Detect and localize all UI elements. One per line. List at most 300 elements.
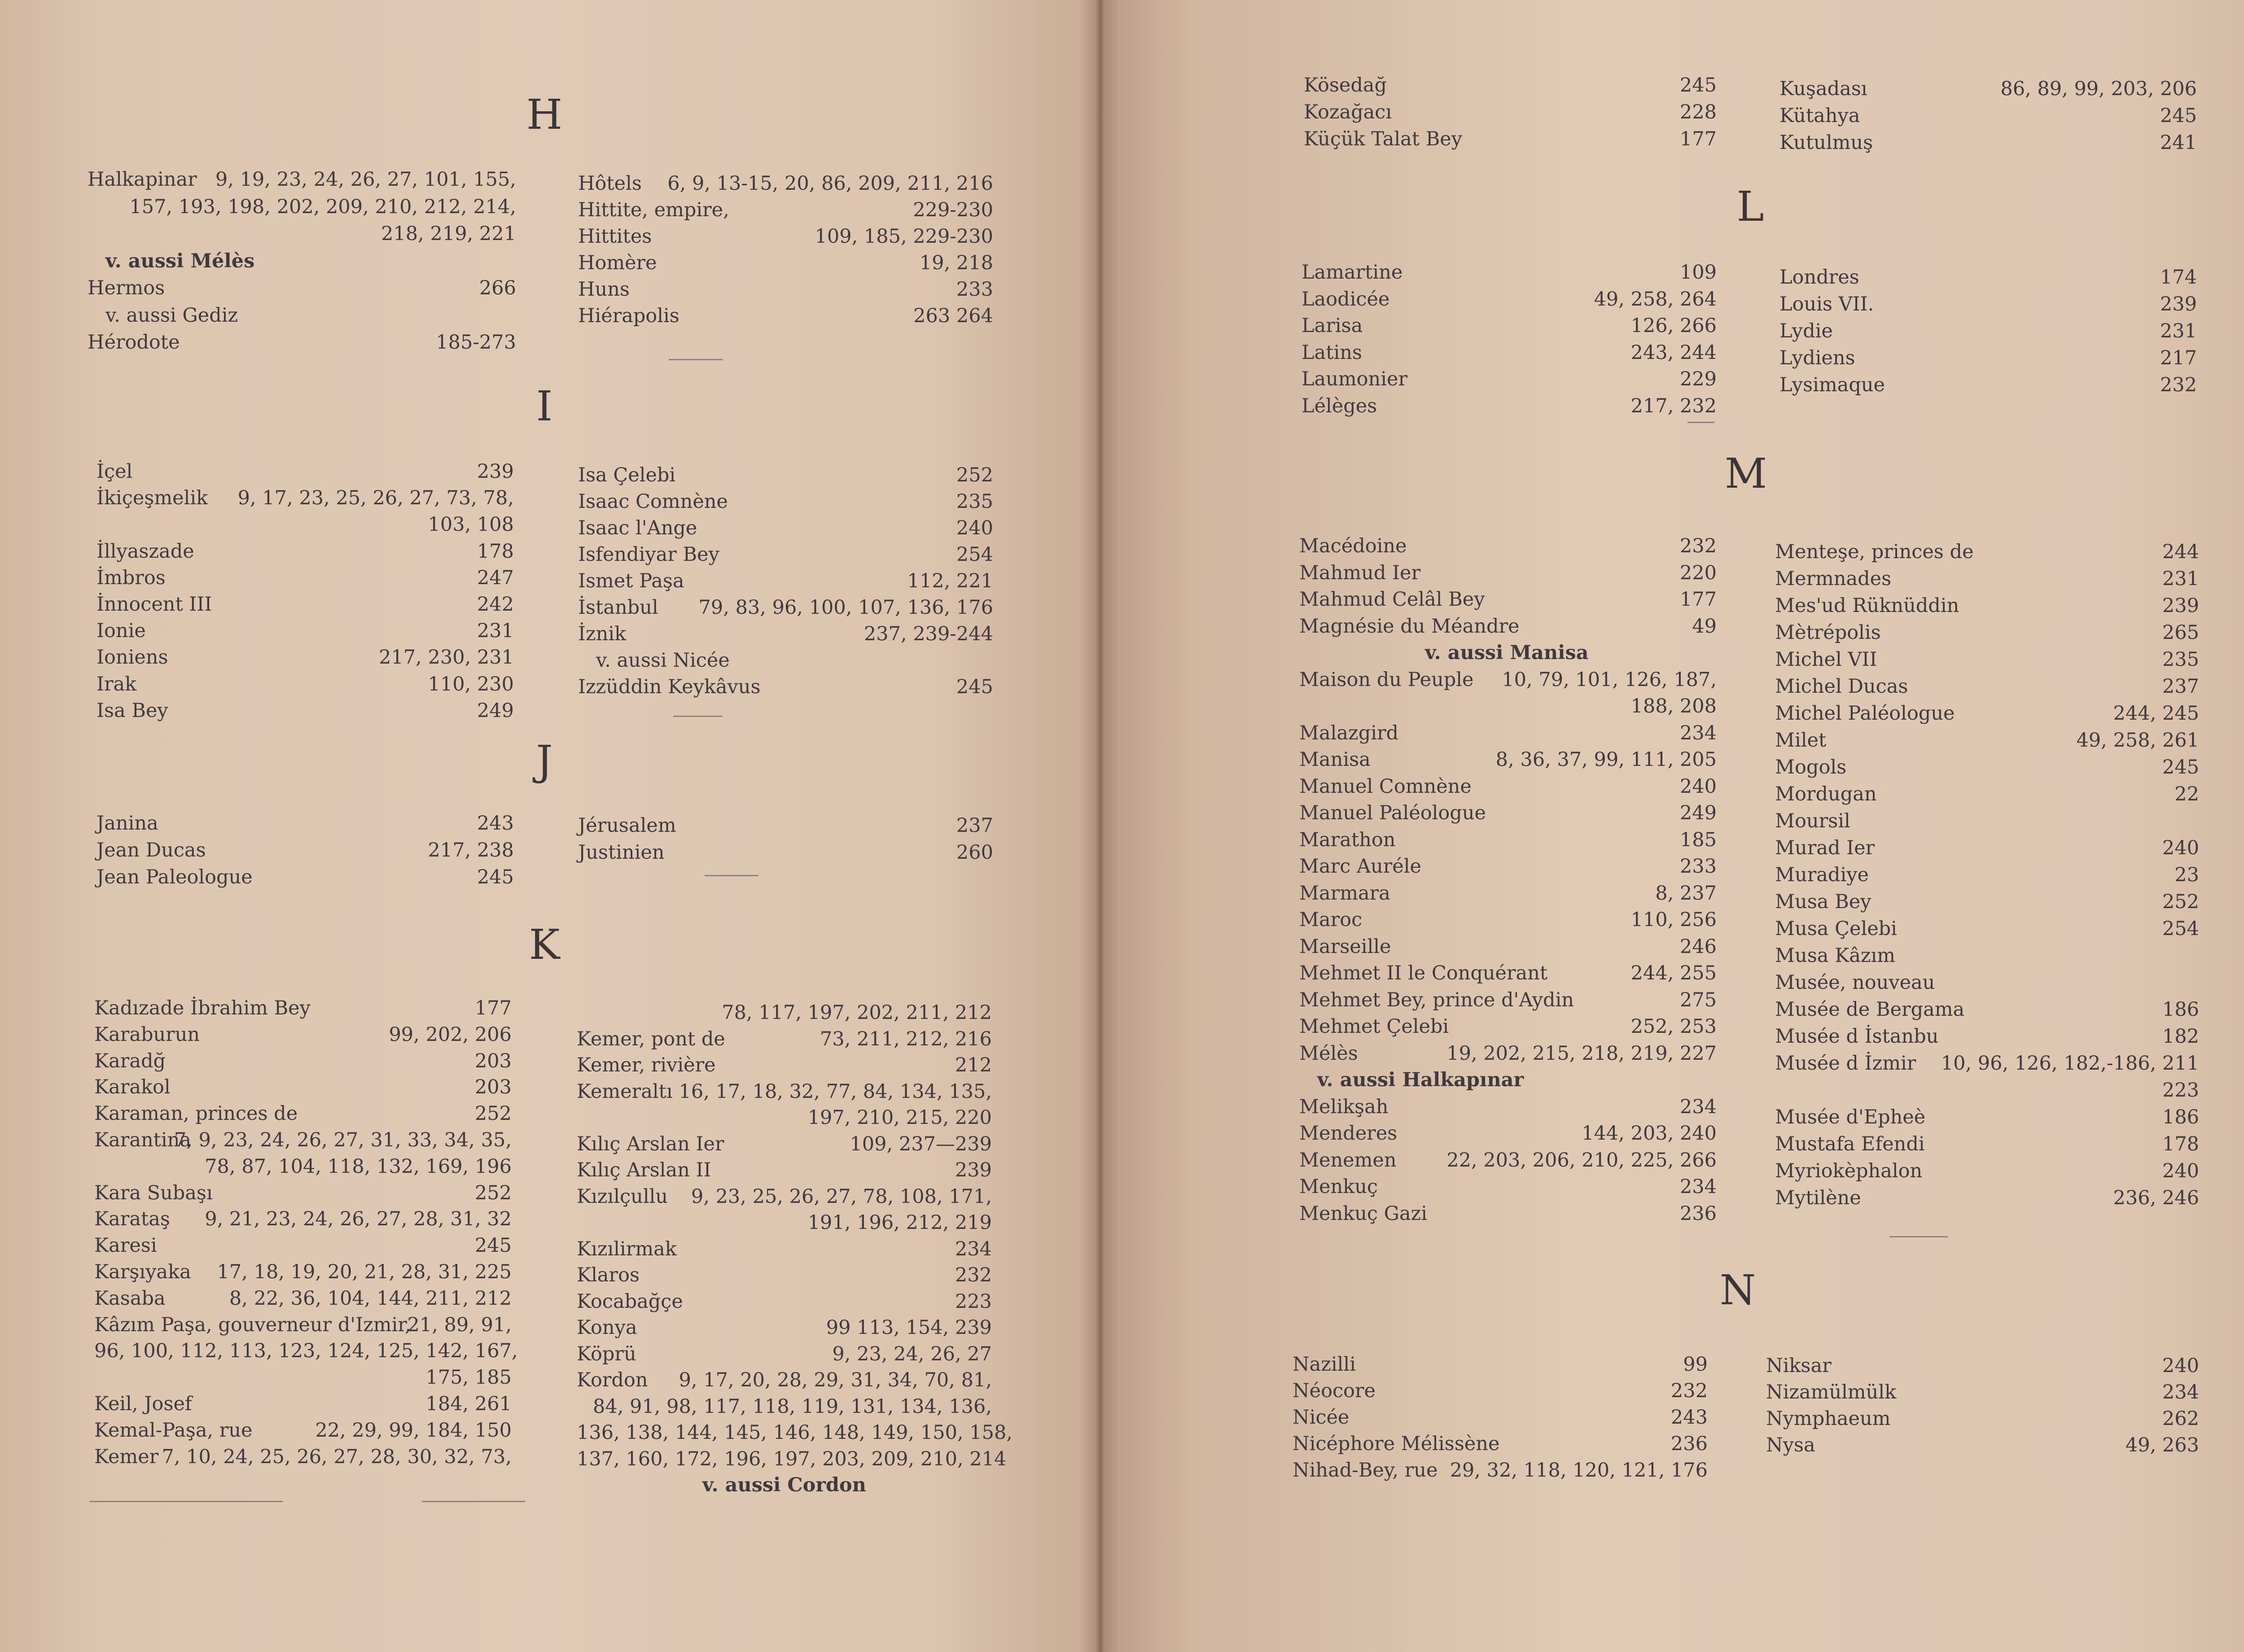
entry-name: Kocabağçe (577, 1290, 683, 1313)
index-entry (1779, 264, 2197, 291)
entry-page-refs: 9, 21, 23, 24, 26, 27, 28, 31, 32 (205, 1208, 512, 1231)
entry-page-refs: 223 (2162, 1079, 2199, 1101)
entry-name: Myriokèphalon (1775, 1160, 1923, 1182)
entry-page-refs: 9, 23, 24, 26, 27 (832, 1342, 992, 1365)
entry-page-refs: 244, 255 (1630, 962, 1717, 984)
entry-name: İmbros (96, 566, 166, 589)
index-entry (577, 1315, 992, 1341)
entry-page-refs: 239 (477, 460, 514, 483)
entry-name: Musée d İzmir (1775, 1052, 1916, 1075)
index-entry (1299, 560, 1717, 587)
index-entry (1775, 1184, 2199, 1211)
entry-page-refs: 240 (956, 517, 993, 539)
entry-name: Mermnades (1775, 568, 1892, 590)
entry-page-refs: 178 (2162, 1133, 2199, 1155)
entry-name: Isa Bey (96, 699, 168, 722)
entry-name: Irak (96, 673, 137, 695)
index-entry (1299, 586, 1717, 613)
index-entry (1775, 808, 2199, 835)
index-column-n-col1 (1293, 1351, 1708, 1484)
entry-page-refs: 10, 79, 101, 126, 187, (1502, 668, 1717, 691)
index-entry (88, 166, 516, 193)
entry-name: Hittite, empire, (578, 199, 729, 221)
entry-page-refs: 234 (1679, 1176, 1717, 1198)
index-entry (1299, 1067, 1717, 1094)
entry-name: Mordugan (1775, 783, 1877, 805)
entry-page-refs: 252 (2162, 891, 2199, 913)
index-entry (94, 1022, 512, 1048)
entry-page-refs: 217, 238 (428, 839, 514, 861)
index-entry (1299, 880, 1717, 907)
entry-name: Kılıç Arslan Ier (577, 1132, 724, 1155)
index-entry (577, 1052, 992, 1079)
entry-page-refs: 109, 237—239 (850, 1132, 992, 1155)
index-entry (1775, 1077, 2199, 1104)
index-entry (578, 674, 993, 700)
entry-name: Maroc (1299, 909, 1363, 931)
section-letter-l: L (1736, 183, 1764, 231)
entry-page-refs: 235 (2162, 648, 2199, 671)
entry-name: Kuşadası (1779, 78, 1867, 100)
index-entry (1775, 1050, 2199, 1077)
index-entry (1775, 942, 2199, 969)
entry-page-refs: 237, 239-244 (863, 623, 993, 645)
entry-page-refs: 232 (2160, 374, 2197, 396)
entry-page-refs: 99 113, 154, 239 (826, 1316, 992, 1339)
index-column-k2-col1 (1304, 72, 1717, 153)
entry-name: İstanbul (578, 596, 658, 619)
entry-name: Mahmud Celâl Bey (1299, 588, 1485, 611)
entry-page-refs: 242 (477, 593, 514, 616)
index-entry (1775, 1158, 2199, 1184)
entry-name: Isaac l'Ange (578, 517, 697, 539)
entry-name: Manisa (1299, 748, 1371, 771)
index-entry (577, 1367, 992, 1394)
entry-page-refs: 79, 83, 96, 100, 107, 136, 176 (698, 596, 993, 619)
entry-page-refs: 126, 266 (1630, 315, 1717, 337)
entry-page-refs: 9, 17, 23, 25, 26, 27, 73, 78, (237, 487, 514, 510)
index-entry (1299, 987, 1717, 1014)
index-entry (1302, 366, 1717, 393)
index-column-i-col2 (578, 462, 993, 700)
entry-name: Milet (1775, 729, 1827, 752)
entry-page-refs: 218, 219, 221 (381, 223, 516, 245)
index-column-m-col2 (1775, 538, 2199, 1211)
index-entry (1293, 1431, 1708, 1457)
entry-name: Karaburun (94, 1023, 200, 1046)
index-entry (1779, 318, 2197, 345)
entry-page-refs: 217 (2160, 347, 2197, 369)
entry-page-refs: 136, 138, 144, 145, 146, 148, 149, 150, 158, (577, 1421, 1013, 1444)
index-entry (96, 864, 514, 891)
entry-page-refs: 233 (1679, 855, 1717, 878)
entry-name: Jean Paleologue (96, 866, 253, 888)
entry-name: Louis VII. (1779, 293, 1874, 315)
index-entry (578, 170, 993, 197)
entry-name: Hiérapolis (578, 305, 679, 327)
entry-name: İçel (96, 460, 133, 483)
entry-page-refs: 243 (1670, 1406, 1708, 1429)
entry-page-refs: 184, 261 (425, 1392, 512, 1415)
entry-page-refs: 49, 263 (2125, 1434, 2199, 1456)
entry-page-refs: 239 (955, 1159, 992, 1181)
entry-page-refs: 110, 256 (1630, 909, 1717, 931)
entry-page-refs: 254 (2162, 918, 2199, 940)
index-entry (94, 1312, 512, 1338)
entry-name: Mehmet Bey, prince d'Aydin (1299, 988, 1574, 1011)
entry-page-refs: 197, 210, 215, 220 (807, 1106, 992, 1129)
index-entry (1299, 747, 1717, 774)
index-entry (1766, 1432, 2199, 1459)
index-column-k2-col2 (1779, 75, 2197, 156)
cross-reference: v. aussi Manisa (1425, 642, 1589, 664)
index-entry (578, 223, 993, 250)
entry-name: Nihad-Bey, rue (1293, 1459, 1438, 1482)
index-entry (577, 1262, 992, 1289)
entry-page-refs: 252 (474, 1102, 512, 1125)
entry-name: Manuel Paléologue (1299, 802, 1486, 824)
entry-page-refs: 112, 221 (907, 570, 993, 592)
entry-page-refs: 185 (1679, 828, 1717, 851)
index-entry (96, 511, 514, 538)
entry-name: Mehmet Çelebi (1299, 1015, 1449, 1038)
entry-page-refs: 234 (1679, 1095, 1717, 1118)
index-entry (96, 459, 514, 485)
entry-name: Musée de Bergama (1775, 998, 1965, 1021)
index-entry (94, 1048, 512, 1075)
entry-page-refs: 252 (956, 464, 993, 486)
entry-page-refs: 110, 230 (428, 673, 514, 695)
index-entry (1299, 613, 1717, 640)
index-entry (94, 1417, 512, 1444)
entry-page-refs: 96, 100, 112, 113, 123, 124, 125, 142, 167, (94, 1340, 518, 1363)
index-column-h-col2 (578, 170, 993, 329)
entry-page-refs: 266 (479, 277, 516, 299)
entry-name: Latins (1302, 341, 1362, 364)
index-entry (88, 302, 516, 329)
entry-page-refs: 234 (955, 1237, 992, 1260)
entry-page-refs: 7, 10, 24, 25, 26, 27, 28, 30, 32, 73, (162, 1445, 512, 1468)
entry-page-refs: 245 (2160, 105, 2197, 127)
index-entry (1299, 853, 1717, 880)
index-entry (1299, 1201, 1717, 1228)
entry-name: Nizamülmülk (1766, 1381, 1897, 1403)
index-entry (1775, 700, 2199, 727)
entry-name: Ioniens (96, 646, 168, 669)
entry-name: Mes'ud Rüknüddin (1775, 594, 1959, 617)
index-entry (578, 197, 993, 223)
entry-name: Michel VII (1775, 648, 1877, 671)
entry-page-refs: 188, 208 (1630, 695, 1717, 717)
entry-name: Lydiens (1779, 347, 1855, 369)
entry-name: Ionie (96, 620, 146, 642)
entry-name: Kara Subaşı (94, 1181, 213, 1204)
index-entry (1304, 126, 1717, 153)
entry-name: Küçük Talat Bey (1304, 128, 1463, 150)
entry-name: Menderes (1299, 1122, 1398, 1145)
entry-page-refs: 236 (1679, 1202, 1717, 1225)
index-entry (1779, 102, 2197, 129)
index-entry (96, 671, 514, 698)
entry-name: Mètrépolis (1775, 621, 1881, 644)
index-entry (578, 489, 993, 515)
index-entry (578, 568, 993, 594)
book-gutter (1079, 0, 1120, 1652)
entry-page-refs: 103, 108 (428, 513, 514, 536)
entry-name: Maison du Peuple (1299, 668, 1474, 691)
index-column-j-col2 (578, 812, 993, 866)
index-entry (578, 276, 993, 303)
index-entry (1299, 1014, 1717, 1040)
index-entry (577, 1420, 1013, 1446)
index-entry (577, 1105, 992, 1131)
entry-name: Musée d İstanbu (1775, 1025, 1939, 1048)
entry-name: Lamartine (1302, 261, 1403, 284)
index-entry (94, 1259, 512, 1285)
entry-page-refs: 262 (2162, 1407, 2199, 1430)
index-entry (94, 1285, 512, 1312)
entry-page-refs: 234 (1679, 721, 1717, 744)
entry-name: Mytilène (1775, 1187, 1861, 1209)
decorative-rule (673, 716, 723, 717)
index-entry (578, 250, 993, 276)
entry-name: Kozağacı (1304, 101, 1392, 123)
index-entry (1766, 1353, 2199, 1379)
index-entry (578, 621, 993, 647)
index-entry (1775, 592, 2199, 619)
entry-page-refs: 244 (2162, 541, 2199, 563)
entry-name: Karataş (94, 1208, 170, 1231)
entry-page-refs: 244, 245 (2113, 702, 2199, 725)
entry-name: Lélèges (1302, 394, 1377, 417)
index-column-l-col1 (1302, 259, 1717, 420)
entry-name: Nymphaeum (1766, 1407, 1891, 1430)
entry-name: İnnocent III (96, 593, 212, 616)
entry-name: Homère (578, 252, 657, 274)
entry-name: Kemer (94, 1445, 159, 1468)
entry-page-refs: 10, 96, 126, 182,-186, 211 (1941, 1052, 2199, 1075)
index-entry (88, 220, 516, 248)
entry-name: Kâzım Paşa, gouverneur d'Izmir, (94, 1313, 411, 1336)
index-entry (1779, 371, 2197, 398)
index-entry (1299, 1094, 1717, 1121)
index-entry (96, 565, 514, 591)
index-entry (1299, 1147, 1717, 1174)
index-entry (1775, 835, 2199, 861)
section-letter-h: H (526, 91, 563, 139)
index-entry (577, 1184, 992, 1210)
entry-page-refs: 232 (955, 1264, 992, 1286)
entry-page-refs: 144, 203, 240 (1582, 1122, 1717, 1145)
entry-name: Huns (578, 278, 630, 301)
entry-page-refs: 17, 18, 19, 20, 21, 28, 31, 225 (217, 1260, 512, 1283)
entry-name: Mustafa Efendi (1775, 1133, 1925, 1155)
cross-reference: v. aussi Halkapınar (1317, 1069, 1524, 1091)
entry-page-refs: 19, 218 (919, 252, 993, 274)
entry-page-refs: 9, 17, 20, 28, 29, 31, 34, 70, 81, (679, 1369, 992, 1391)
entry-page-refs: 245 (1679, 74, 1717, 96)
index-entry (88, 329, 516, 356)
index-entry (96, 538, 514, 565)
index-entry (96, 485, 514, 511)
entry-page-refs: 237 (956, 814, 993, 837)
decorative-rule (1889, 1236, 1948, 1237)
entry-page-refs: 109, 185, 229-230 (815, 225, 993, 248)
entry-page-refs: 243, 244 (1630, 341, 1717, 364)
index-entry (578, 647, 993, 674)
entry-name: Kızılirmak (577, 1237, 677, 1260)
entry-name: Kemeraltı (577, 1080, 673, 1103)
section-letter-n: N (1719, 1266, 1756, 1314)
entry-page-refs: 177 (1679, 128, 1717, 150)
cross-reference: v. aussi Mélès (105, 249, 255, 272)
index-entry (1775, 1131, 2199, 1158)
cross-reference: v. aussi Nicée (596, 649, 730, 672)
entry-name: Isa Çelebi (578, 464, 676, 486)
entry-name: Nysa (1766, 1434, 1815, 1456)
index-entry (577, 1446, 1007, 1473)
entry-page-refs: 212 (955, 1054, 992, 1076)
index-entry (1775, 1023, 2199, 1050)
index-entry (1775, 673, 2199, 700)
entry-page-refs: 245 (477, 866, 514, 888)
index-entry (1302, 393, 1717, 420)
index-entry (1779, 75, 2197, 102)
entry-page-refs: 265 (2162, 621, 2199, 644)
index-entry (1775, 888, 2199, 915)
entry-name: Malazgird (1299, 721, 1399, 744)
index-entry (1293, 1404, 1708, 1431)
entry-page-refs: 223 (955, 1290, 992, 1313)
index-entry (1775, 565, 2199, 592)
index-entry (94, 1444, 512, 1470)
entry-page-refs: 247 (477, 566, 514, 589)
entry-page-refs: 177 (1679, 588, 1717, 611)
entry-name: Murad Ier (1775, 837, 1875, 859)
entry-name: Laodicée (1302, 288, 1390, 310)
index-entry (1775, 646, 2199, 673)
index-entry (94, 1391, 512, 1417)
entry-page-refs: 263 264 (913, 305, 993, 327)
index-entry (1293, 1378, 1708, 1404)
entry-name: Isaac Comnène (578, 490, 728, 513)
index-entry (577, 1341, 992, 1368)
index-entry (1299, 693, 1717, 720)
entry-name: Halkapinar (88, 168, 197, 191)
index-entry (1299, 640, 1717, 667)
index-entry (578, 462, 993, 489)
entry-page-refs: 232 (1670, 1380, 1708, 1402)
entry-name: Kılıç Arslan II (577, 1159, 711, 1181)
index-entry (1299, 1120, 1717, 1147)
entry-page-refs: 234 (2162, 1381, 2199, 1403)
entry-name: Hôtels (578, 172, 642, 195)
section-letter-k: K (529, 921, 560, 969)
entry-name: Janina (96, 812, 158, 835)
index-entry (1779, 291, 2197, 318)
index-entry (1775, 969, 2199, 996)
entry-name: Kemal-Paşa, rue (94, 1419, 253, 1442)
entry-page-refs: 236 (1670, 1433, 1708, 1455)
index-entry (1299, 960, 1717, 987)
index-entry (578, 812, 993, 839)
entry-page-refs: 174 (2160, 266, 2197, 288)
entry-page-refs: 243 (477, 812, 514, 835)
index-entry (1766, 1379, 2199, 1406)
entry-name: Kadızade İbrahim Bey (94, 997, 311, 1019)
entry-name: Kordon (577, 1369, 648, 1391)
entry-name: Menkuç (1299, 1176, 1378, 1198)
entry-name: Kemer, rivière (577, 1054, 716, 1076)
entry-page-refs: 240 (2162, 1355, 2199, 1377)
entry-name: Musa Bey (1775, 891, 1871, 913)
entry-name: Musée d'Epheè (1775, 1106, 1926, 1128)
entry-name: Ismet Paşa (578, 570, 684, 592)
entry-page-refs: 231 (2162, 568, 2199, 590)
entry-page-refs: 217, 232 (1630, 394, 1717, 417)
index-entry (94, 1127, 512, 1154)
index-entry (578, 303, 993, 329)
entry-page-refs: 178 (477, 540, 514, 563)
entry-name: Jérusalem (578, 814, 676, 837)
section-letter-j: J (536, 737, 553, 785)
index-column-k-col2 (577, 1000, 1013, 1499)
index-entry (578, 839, 993, 866)
entry-page-refs: 236, 246 (2113, 1187, 2199, 1209)
entry-page-refs: 22, 29, 99, 184, 150 (315, 1419, 512, 1442)
entry-page-refs: 9, 19, 23, 24, 26, 27, 101, 155, (215, 168, 516, 191)
entry-page-refs: 29, 32, 118, 120, 121, 176 (1450, 1459, 1708, 1482)
entry-name: Keil, Josef (94, 1392, 192, 1415)
entry-name: Néocore (1293, 1380, 1376, 1402)
entry-name: Larisa (1302, 315, 1363, 337)
entry-name: Köprü (577, 1342, 636, 1365)
entry-page-refs: 99, 202, 206 (389, 1023, 512, 1046)
index-entry (1775, 915, 2199, 942)
entry-page-refs: 8, 36, 37, 99, 111, 205 (1495, 748, 1717, 771)
entry-page-refs: 21, 89, 91, (407, 1313, 512, 1336)
entry-page-refs: 22 (2174, 783, 2199, 805)
index-column-n-col2 (1766, 1353, 2199, 1459)
entry-name: Magnésie du Méandre (1299, 615, 1520, 638)
index-entry (577, 1079, 992, 1105)
entry-page-refs: 137, 160, 172, 196, 197, 203, 209, 210, 214 (577, 1447, 1007, 1470)
entry-name: Melikşah (1299, 1095, 1389, 1118)
index-entry (577, 1210, 992, 1236)
entry-name: Hittites (578, 225, 652, 248)
index-entry (1299, 1040, 1717, 1067)
entry-page-refs: 249 (1679, 802, 1717, 824)
index-entry (1775, 727, 2199, 754)
index-entry (577, 1157, 992, 1184)
entry-name: Lysimaque (1779, 374, 1885, 396)
entry-name: İllyaszade (96, 540, 194, 563)
entry-page-refs: 8, 237 (1655, 882, 1717, 905)
decorative-rule (669, 359, 723, 360)
entry-name: Londres (1779, 266, 1859, 288)
index-entry (1299, 533, 1717, 560)
entry-name: Lydie (1779, 320, 1833, 342)
entry-name: Michel Ducas (1775, 675, 1908, 698)
entry-page-refs: 203 (474, 1076, 512, 1099)
entry-page-refs: 240 (2162, 837, 2199, 859)
index-entry (96, 810, 514, 837)
entry-name: Menteşe, princes de (1775, 541, 1974, 563)
index-entry (96, 591, 514, 618)
index-entry (1779, 129, 2197, 156)
index-entry (1302, 340, 1717, 367)
entry-page-refs: 239 (2160, 293, 2197, 315)
